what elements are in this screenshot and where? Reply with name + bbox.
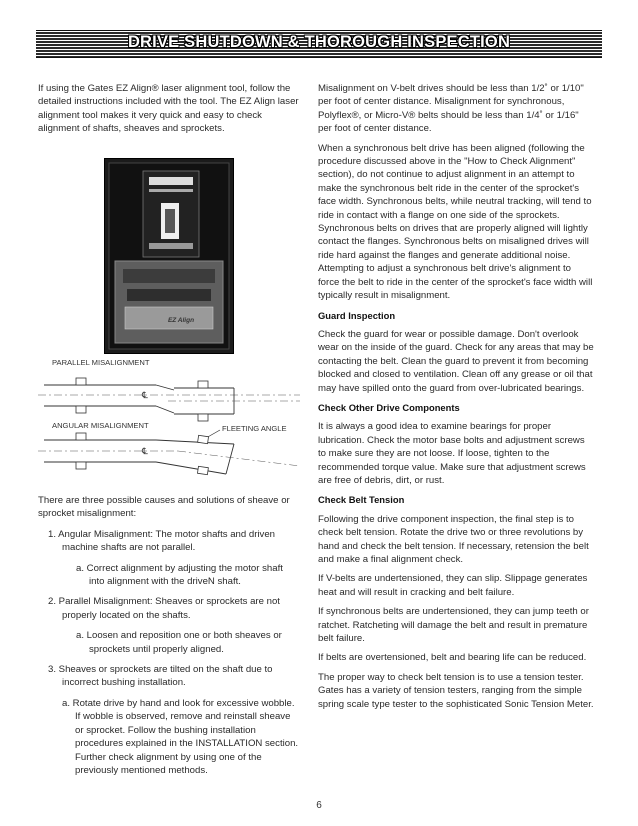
synchronous-alignment-note: When a synchronous belt drive has been aligned (following the procedure discussed above in the "How to Check Alignment" section), do not continue to adjust alignment in an attempt to make the synchronous belt ride in the center of the sprocket's face width. Synchronous belts, while neutral tracking, will tend to ride in contact with a flange on one side of the sprockets. Synchronous belts on drives that are properly aligned will lightly contact the flanges. Synchronous belts on misaligned drives will ride hard against the flanges and generate additional noise. Attempting to adjust a synchronous belt drive's alignment to force the belt to ride in the center of the sprocket's face width will typically result in misalignment. <box>318 142 593 302</box>
tool-brand-label: EZ Align <box>167 317 195 324</box>
tool-case-illustration <box>105 159 233 353</box>
other-components-heading: Check Other Drive Components <box>318 401 460 413</box>
guard-inspection-heading: Guard Inspection <box>318 309 396 321</box>
causes-intro: There are three possible causes and solutions of sheave or sprocket misalignment: <box>38 495 290 520</box>
belt-tension-text-5: The proper way to check belt tension is to use a tension tester. Gates has a variety of tension testers, ranging from the simple spring scale type tester to the sophisticated Sonic Tension Meter. <box>318 671 594 710</box>
angular-misalignment-label: ANGULAR MISALIGNMENT <box>52 421 149 430</box>
misalignment-diagram <box>38 354 300 484</box>
cause-item-1: 1. Angular Misalignment: The motor shafts and driven machine shafts are not parallel. <box>48 528 275 554</box>
guard-inspection-text: Check the guard for wear or possible damage. Don't overlook wear on the inside of the guard. Check for any areas that may be contacting the belt. Clean the guard to prevent it from becoming blocked and closed to ventilation. Clean off any grease or oil that may have spilled onto the guard from over-lubricated bearings. <box>318 328 594 394</box>
cause-item-2a: a. Loosen and reposition one or both sheaves or sprockets until properly aligned. <box>76 630 282 655</box>
other-components-text: It is always a good idea to examine bearings for proper lubrication. Check the motor base bolts and adjustment screws to make sure they are not loose. If loose, tighten to the recommended torque value. Make sure that adjustment screws are free of debris, dirt, or rust. <box>318 421 586 486</box>
cause-item-3a: a. Rotate drive by hand and look for excessive wobble. If wobble is observed, remove and reinstall sheave or sprocket. Follow the bushing installation procedures explained in the INSTALLATION section. Further check alignment by using one of the previously mentioned methods. <box>62 697 299 776</box>
title-banner <box>36 30 602 58</box>
belt-tension-heading: Check Belt Tension <box>318 494 405 506</box>
intro-paragraph: If using the Gates EZ Align® laser alignment tool, follow the detailed instructions included with the tool. The EZ Align laser alignment tool makes it very quick and easy to check alignment of shafts, sheaves and sprockets. <box>38 83 299 135</box>
ez-align-tool-photo <box>104 158 234 354</box>
fleeting-angle-label: FLEETING ANGLE <box>222 424 287 433</box>
belt-tension-text-2: If V-belts are undertensioned, they can slip. Slippage generates heat and will result in cracking and belt failure. <box>318 573 588 598</box>
parallel-misalignment-label: PARALLEL MISALIGNMENT <box>52 358 150 367</box>
page-title: DRIVE SHUTDOWN & THOROUGH INSPECTION <box>127 33 511 51</box>
belt-tension-text-4: If belts are overtensioned, belt and bearing life can be reduced. <box>318 652 587 664</box>
page-number: 6 <box>316 800 322 811</box>
cause-item-3: 3. Sheaves or sprockets are tilted on the shaft due to incorrect bushing installation. <box>48 664 273 689</box>
cause-item-1a: a. Correct alignment by adjusting the motor shaft into alignment with the driveN shaft. <box>76 562 283 588</box>
centerline-symbol-top: ℄ <box>142 390 148 400</box>
misalignment-causes <box>38 494 300 784</box>
centerline-symbol-bottom: ℄ <box>142 446 148 456</box>
belt-tension-text-1: Following the drive component inspection, the final step is to check belt tension. Rotate the drive two or three revolutions by hand and check the belt tension. If necessary, retension the belt and make a final alignment check. <box>318 513 589 565</box>
belt-tension-text-3: If synchronous belts are undertensioned, they can jump teeth or ratchet. Ratcheting will damage the belt and result in premature belt failure. <box>318 606 589 645</box>
right-column <box>318 82 594 717</box>
left-column <box>38 82 300 142</box>
cause-item-2: 2. Parallel Misalignment: Sheaves or sprockets are not properly located on the shafts. <box>48 596 280 621</box>
misalignment-tolerance: Misalignment on V-belt drives should be less than 1/2˚ or 1/10" per foot of center distance. Misalignment for synchronous, Polyflex®, or Micro-V® belts should be less than 1/4˚ or 1/16" per foot of center distance. <box>318 83 584 135</box>
